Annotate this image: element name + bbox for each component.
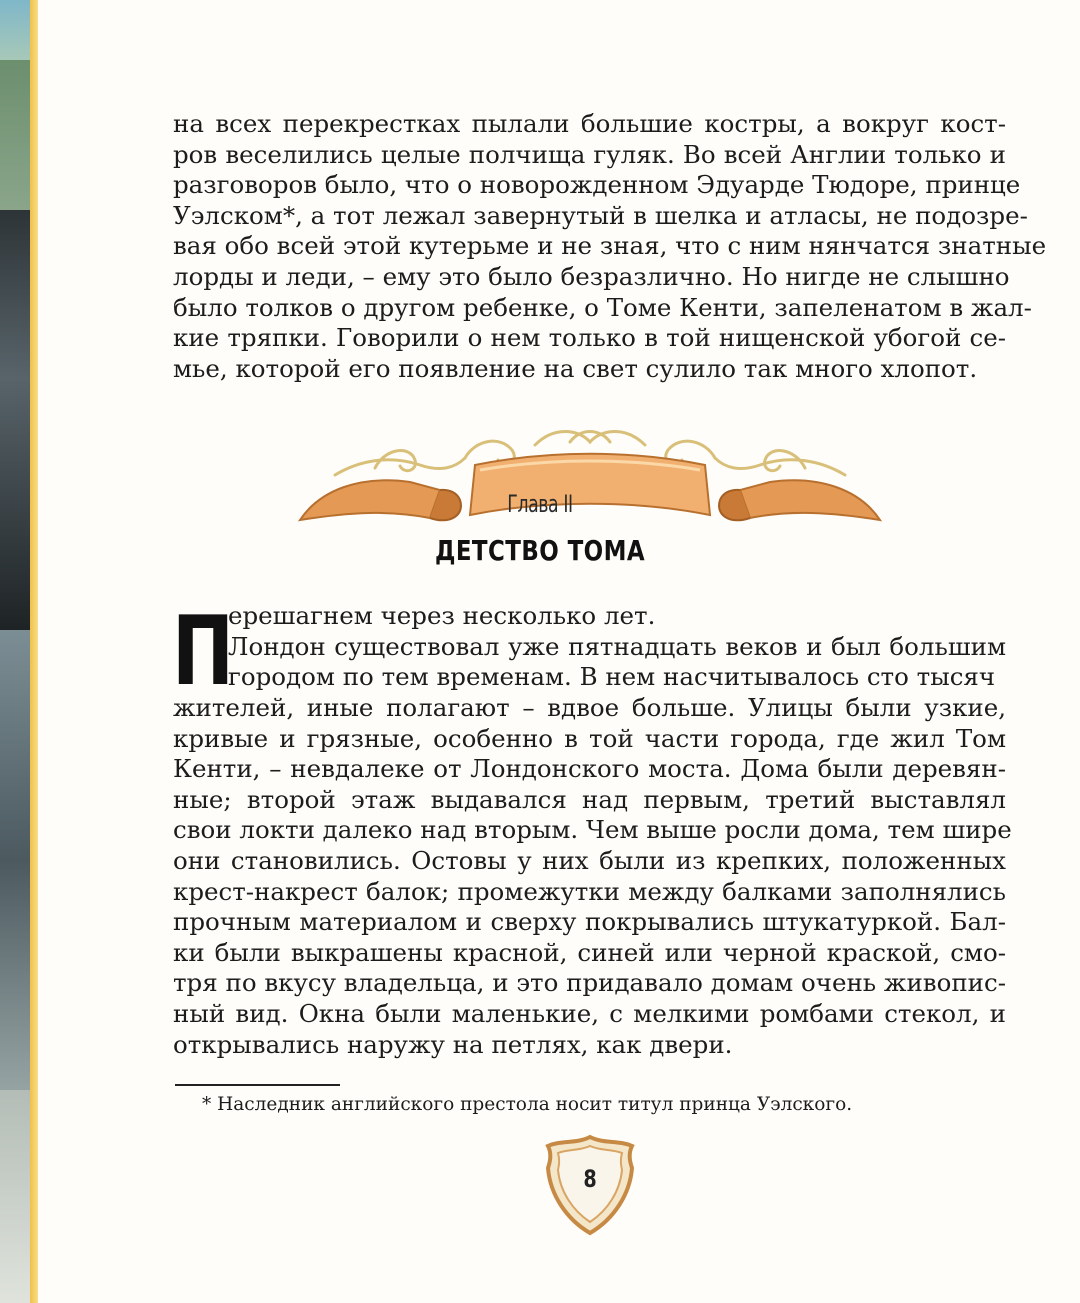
text-line: кривые и грязные, особенно в той части города, где жил Том (173, 723, 1006, 753)
text-line: открывались наружу на петлях, как двери. (173, 1029, 733, 1059)
text-line: ные; второй этаж выдавался над первым, третий выставлял (173, 784, 1006, 814)
text-line: Лондон существовал уже пятнадцать веков и был большим (228, 631, 1006, 661)
text-line: Кенти, – невдалеке от Лондонского моста. Дома были деревян- (173, 754, 1006, 784)
page-number: 8 (583, 1165, 597, 1193)
text-line: ров веселились целые полчища гуляк. Во всей Англии только и (173, 139, 1006, 169)
chapter-title: ДЕТСТВО ТОМА (434, 534, 646, 567)
text-line: тря по вкусу владельца, и это придавало домам очень живопис- (173, 968, 1006, 998)
drop-cap: П (172, 597, 235, 707)
chapter-ribbon-ornament (290, 420, 890, 540)
text-line: было толков о другом ребенке, о Томе Кенти, запеленатом в жал- (173, 292, 1032, 322)
adjacent-page-edge (0, 0, 38, 1303)
paragraph-opening (173, 109, 1047, 384)
text-line: на всех перекрестках пылали большие костры, а вокруг кост- (173, 109, 1006, 138)
chapter-number: Глава II (507, 490, 573, 518)
text-line: разговоров было, что о новорожденном Эдуарде Тюдоре, принце (173, 170, 1021, 200)
text-line: крест-накрест балок; промежутки между балками заполнялись (173, 876, 1006, 906)
text-line: ки были выкрашены красной, синей или черной краской, смо- (173, 937, 1006, 967)
text-line: они становились. Остовы у них были из крепких, положенных (173, 845, 1006, 875)
text-line: Уэлском*, а тот лежал завернутый в шелка и атласы, не подозре- (173, 200, 1028, 230)
paragraph-chapter-start (228, 601, 1006, 693)
footnote-rule (175, 1084, 340, 1086)
text-line: жителей, иные полагают – вдвое больше. Улицы были узкие, (173, 693, 1006, 722)
text-line: городом по тем временам. В нем насчитывалось сто тысяч (228, 662, 996, 692)
paragraph-chapter-body (173, 693, 1012, 1060)
text-line: свои локти далеко над вторым. Чем выше росли дома, тем шире (173, 815, 1012, 845)
text-line: ерешагнем через несколько лет. (228, 601, 656, 630)
text-line: мье, которой его появление на свет сулило так много хлопот. (173, 353, 978, 383)
text-line: кие тряпки. Говорили о нем только в той нищенской убогой се- (173, 323, 1006, 353)
text-line: прочным материалом и сверху покрывались штукатуркой. Бал- (173, 907, 1006, 937)
text-line: ный вид. Окна были маленькие, с мелкими ромбами стекол, и (173, 998, 1006, 1028)
text-line: вая обо всей этой кутерьме и не зная, что с ним нянчатся знатные (173, 231, 1047, 261)
text-line: лорды и леди, – ему это было безразлично. Но нигде не слышно (173, 261, 1010, 291)
footnote: * Наследник английского престола носит титул принца Уэлского. (202, 1094, 853, 1115)
